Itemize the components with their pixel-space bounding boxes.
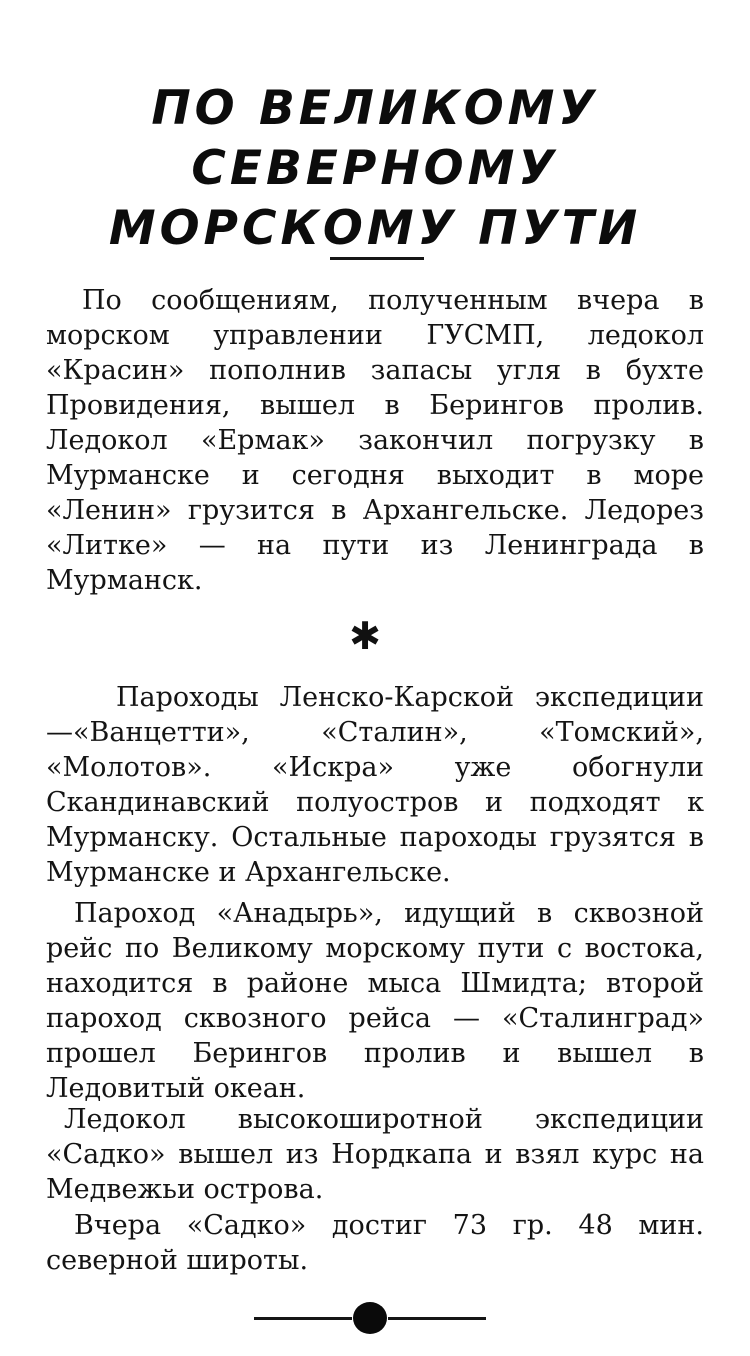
paragraph-icebreakers: По сообщениям, полученным вчера в морском управлении ГУСМП, ледокол «Красин» пополнив запасы угля в бухте Провидения, вышел в Берингов пролив. Ледокол «Ермак» закончил погрузку в Мурманске и сегодня выходит в море «Ленин» грузится в Архангельске. Ледорез «Литке» — на пути из Ленинграда в Мурманск. bbox=[46, 285, 704, 596]
paragraph-sadko-departure: Ледокол высокоширотной экспедиции «Садко» вышел из Нордкапа и взял курс на Медвежьи острова. bbox=[46, 1104, 704, 1205]
paragraph-sadko-latitude: Вчера «Садко» достиг 73 гр. 48 мин. северной широты. bbox=[46, 1210, 704, 1276]
end-ornament bbox=[254, 1300, 486, 1336]
paragraph-anadyr: Пароход «Анадырь», идущий в сквозной рейс по Великому морскому пути с востока, находится в районе мыса Шмидта; второй пароход сквозного рейса — «Сталинград» прошел Берингов пролив и вышел в Ледовитый океан. bbox=[46, 898, 704, 1104]
ornament-line-left bbox=[254, 1317, 352, 1320]
headline-line: МОРСКОМУ ПУТИ bbox=[108, 201, 642, 257]
headline bbox=[40, 79, 710, 259]
headline-line: ПО ВЕЛИКОМУ bbox=[151, 81, 599, 137]
asterisk-separator-icon: ✱ bbox=[349, 614, 381, 658]
headline-divider bbox=[330, 257, 424, 260]
paragraph-lena-kara-expedition: Пароходы Ленско-Карской экспедиции—«Ванцетти», «Сталин», «Томский», «Молотов». «Искра» уже обогнули Скандинавский полуостров и подходят к Мурманску. Остальные пароходы грузятся в Мурманске и Архангельске. bbox=[46, 682, 704, 888]
headline-line: СЕВЕРНОМУ bbox=[191, 141, 559, 197]
ornament-dot-icon bbox=[353, 1302, 387, 1334]
ornament-line-right bbox=[388, 1317, 486, 1320]
